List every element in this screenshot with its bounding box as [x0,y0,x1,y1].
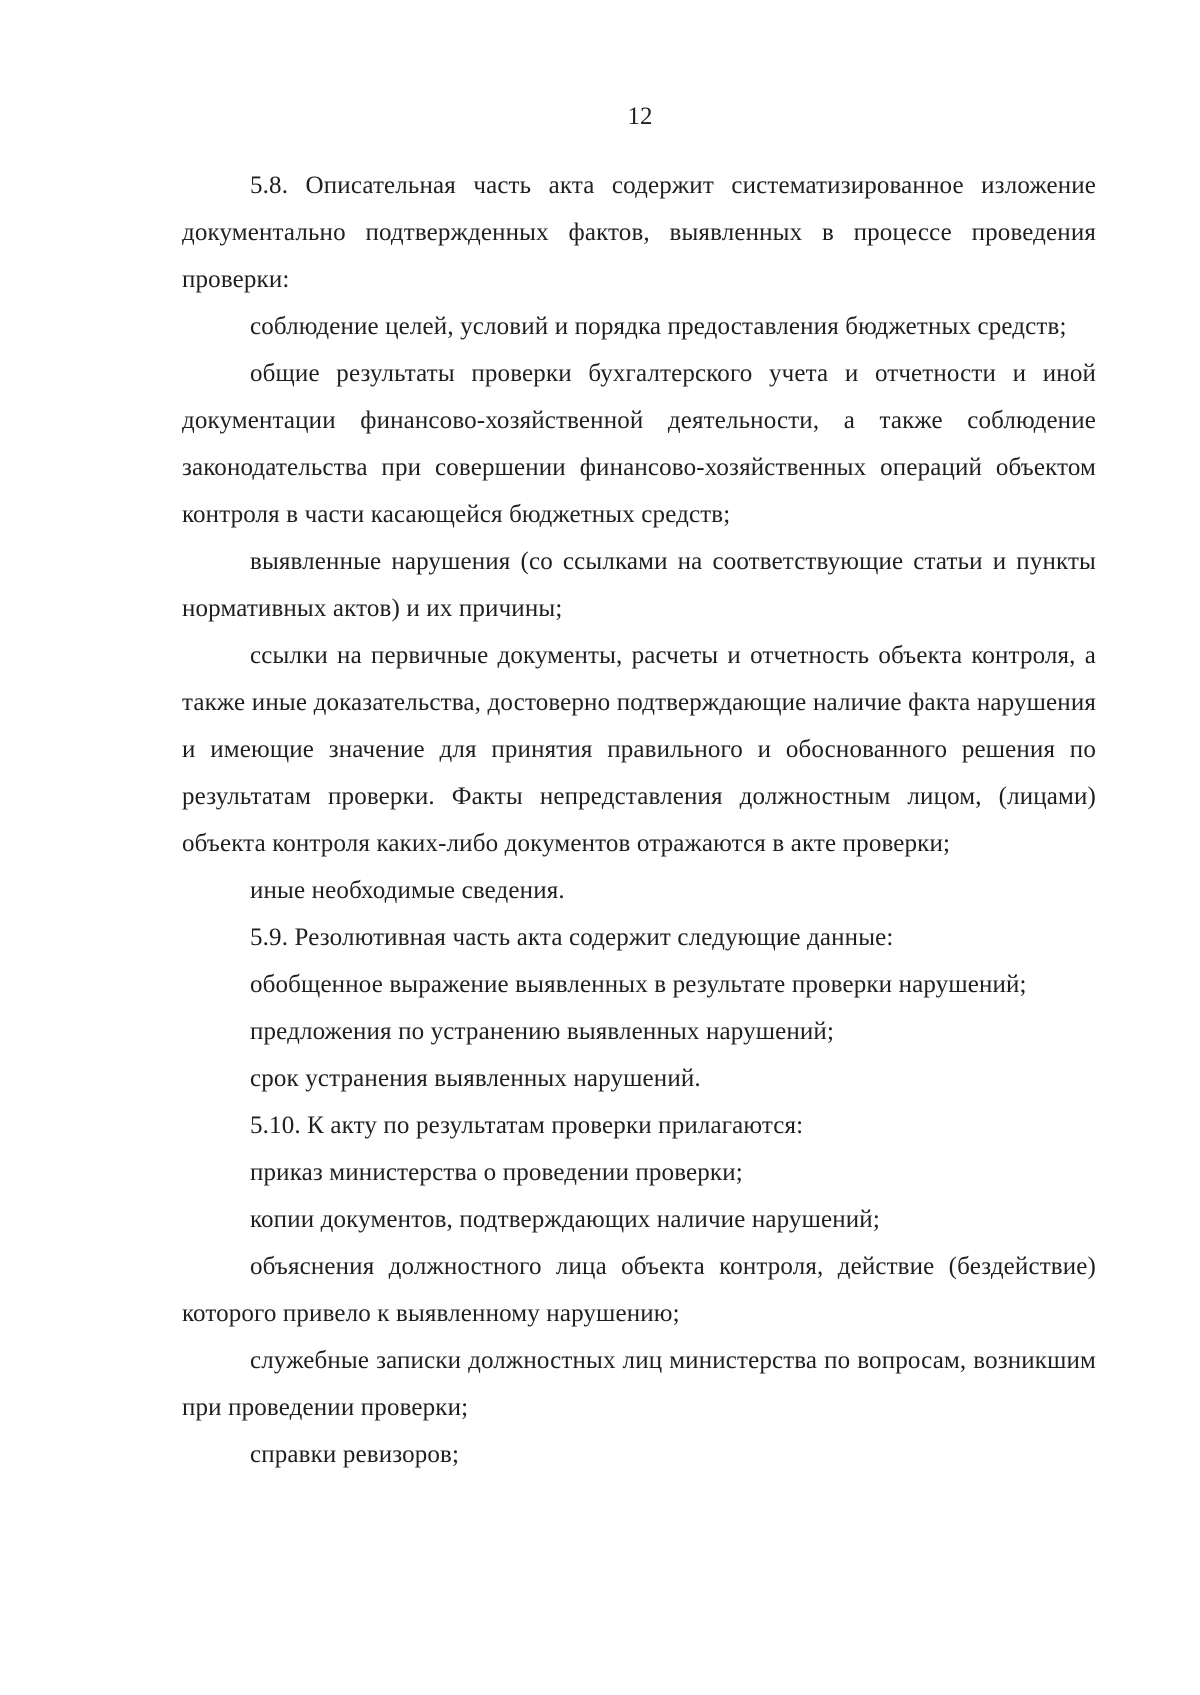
paragraph-5-9: 5.9. Резолютивная часть акта содержит следующие данные: [250,924,894,951]
paragraph-5-8: 5.8. Описательная часть акта содержит систематизированное изложение документально подтвержденных фактов, выявленных в процессе проведения проверки: [182,172,1096,293]
list-item-other-info: иные необходимые сведения. [250,877,565,904]
list-item-auditor-reports: справки ревизоров; [250,1441,460,1468]
list-item-document-copies: копии документов, подтверждающих наличие нарушений; [250,1206,880,1233]
list-item-document-references: ссылки на первичные документы, расчеты и отчетность объекта контроля, а также иные доказательства, достоверно подтверждающие наличие факта нарушения и имеющие значение для принятия правильного и обоснованного решения по результатам проверки. Факты непредставления должностным лицом, (лицами) объекта контроля каких-либо документов отражаются в акте проверки; [182,642,1096,857]
list-item-explanations: объяснения должностного лица объекта контроля, действие (бездействие) которого привело к выявленному нарушению; [182,1253,1096,1327]
paragraph-5-10: 5.10. К акту по результатам проверки прилагаются: [250,1112,804,1139]
list-item-order: приказ министерства о проведении проверки; [250,1159,743,1186]
list-item-violations: выявленные нарушения (со ссылками на соответствующие статьи и пункты нормативных актов) и их причины; [182,548,1096,622]
list-item-goals-compliance: соблюдение целей, условий и порядка предоставления бюджетных средств; [250,313,1067,340]
list-item-memos: служебные записки должностных лиц министерства по вопросам, возникшим при проведении проверки; [182,1347,1096,1421]
list-item-proposals: предложения по устранению выявленных нарушений; [250,1018,835,1045]
list-item-deadline: срок устранения выявленных нарушений. [250,1065,701,1092]
document-body [182,162,1096,1478]
list-item-audit-results: общие результаты проверки бухгалтерского учета и отчетности и иной документации финансово-хозяйственной деятельности, а также соблюдение законодательства при совершении финансово-хозяйственных операций объектом контроля в части касающейся бюджетных средств; [182,360,1096,528]
page-number: 12 [627,103,653,130]
list-item-summary: обобщенное выражение выявленных в результате проверки нарушений; [250,971,1027,998]
